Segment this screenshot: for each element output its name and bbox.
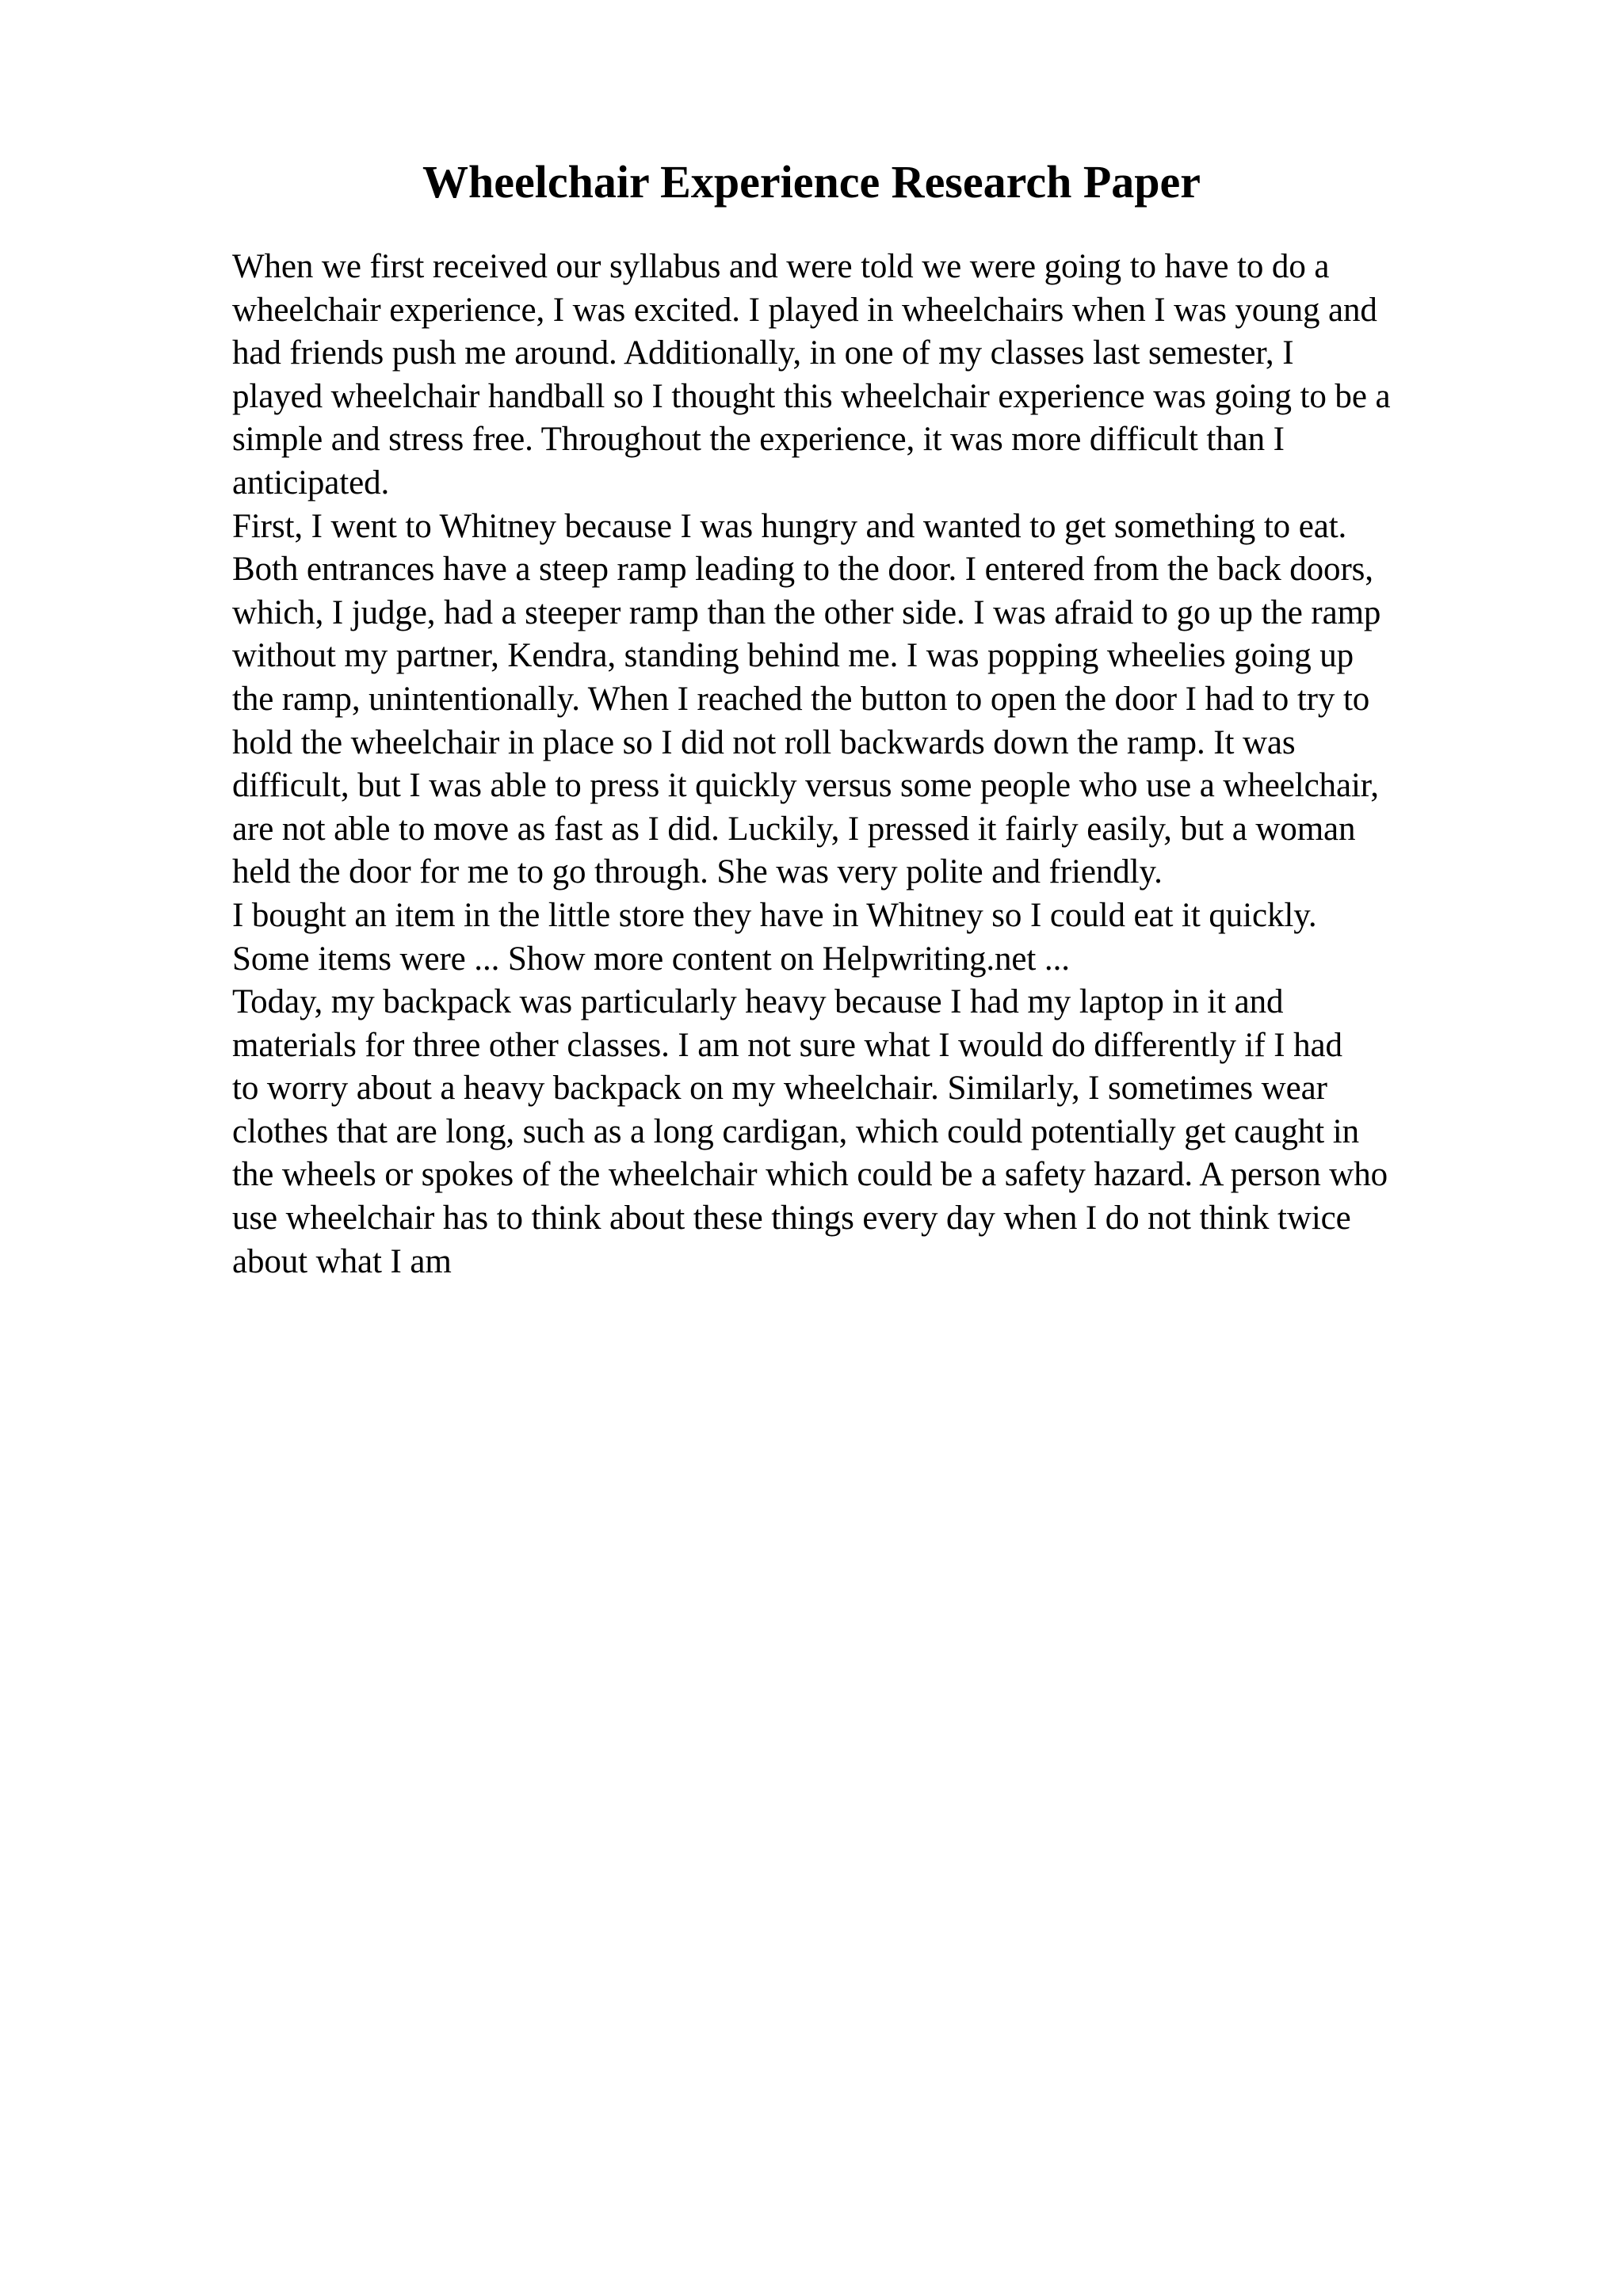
body-line: simple and stress free. Throughout the experience, it was more difficult than I bbox=[232, 421, 1285, 459]
body-line: which, I judge, had a steeper ramp than the other side. I was afraid to go up the ramp bbox=[232, 593, 1381, 631]
body-line: Today, my backpack was particularly heavy because I had my laptop in it and bbox=[232, 983, 1284, 1021]
body-line: held the door for me to go through. She was very polite and friendly. bbox=[232, 853, 1163, 891]
body-line: materials for three other classes. I am not sure what I would do differently if I had bbox=[232, 1026, 1342, 1064]
body-line: without my partner, Kendra, standing behind me. I was popping wheelies going up bbox=[232, 637, 1354, 675]
body-line: are not able to move as fast as I did. Luckily, I pressed it fairly easily, but a woman bbox=[232, 810, 1356, 848]
body-line: about what I am bbox=[232, 1242, 452, 1280]
body-line: the wheels or spokes of the wheelchair which could be a safety hazard. A person who bbox=[232, 1156, 1388, 1194]
body-line: to worry about a heavy backpack on my wheelchair. Similarly, I sometimes wear bbox=[232, 1070, 1327, 1108]
body-line: Both entrances have a steep ramp leading to the door. I entered from the back doors, bbox=[232, 551, 1373, 589]
body-line: When we first received our syllabus and were told we were going to have to do a bbox=[232, 248, 1330, 285]
body-line: use wheelchair has to think about these things every day when I do not think twice bbox=[232, 1199, 1351, 1238]
body-line: hold the wheelchair in place so I did not roll backwards down the ramp. It was bbox=[232, 723, 1296, 761]
body-line: Some items were ... Show more content on Helpwriting.net ... bbox=[232, 940, 1070, 978]
body-line: the ramp, unintentionally. When I reached the button to open the door I had to try to bbox=[232, 680, 1370, 718]
document-body bbox=[232, 246, 1516, 1283]
body-line: wheelchair experience, I was excited. I played in wheelchairs when I was young and bbox=[232, 291, 1377, 329]
body-line: played wheelchair handball so I thought this wheelchair experience was going to be a bbox=[232, 377, 1391, 415]
body-line: First, I went to Whitney because I was hungry and wanted to get something to eat. bbox=[232, 507, 1347, 545]
body-line: had friends push me around. Additionally, in one of my classes last semester, I bbox=[232, 334, 1294, 372]
body-line: difficult, but I was able to press it quickly versus some people who use a wheelchair, bbox=[232, 767, 1379, 805]
body-line: clothes that are long, such as a long cardigan, which could potentially get caught in bbox=[232, 1112, 1360, 1150]
body-line: I bought an item in the little store they have in Whitney so I could eat it quickly. bbox=[232, 896, 1317, 934]
body-line: anticipated. bbox=[232, 463, 390, 502]
document-title: Wheelchair Experience Research Paper bbox=[422, 156, 1201, 208]
